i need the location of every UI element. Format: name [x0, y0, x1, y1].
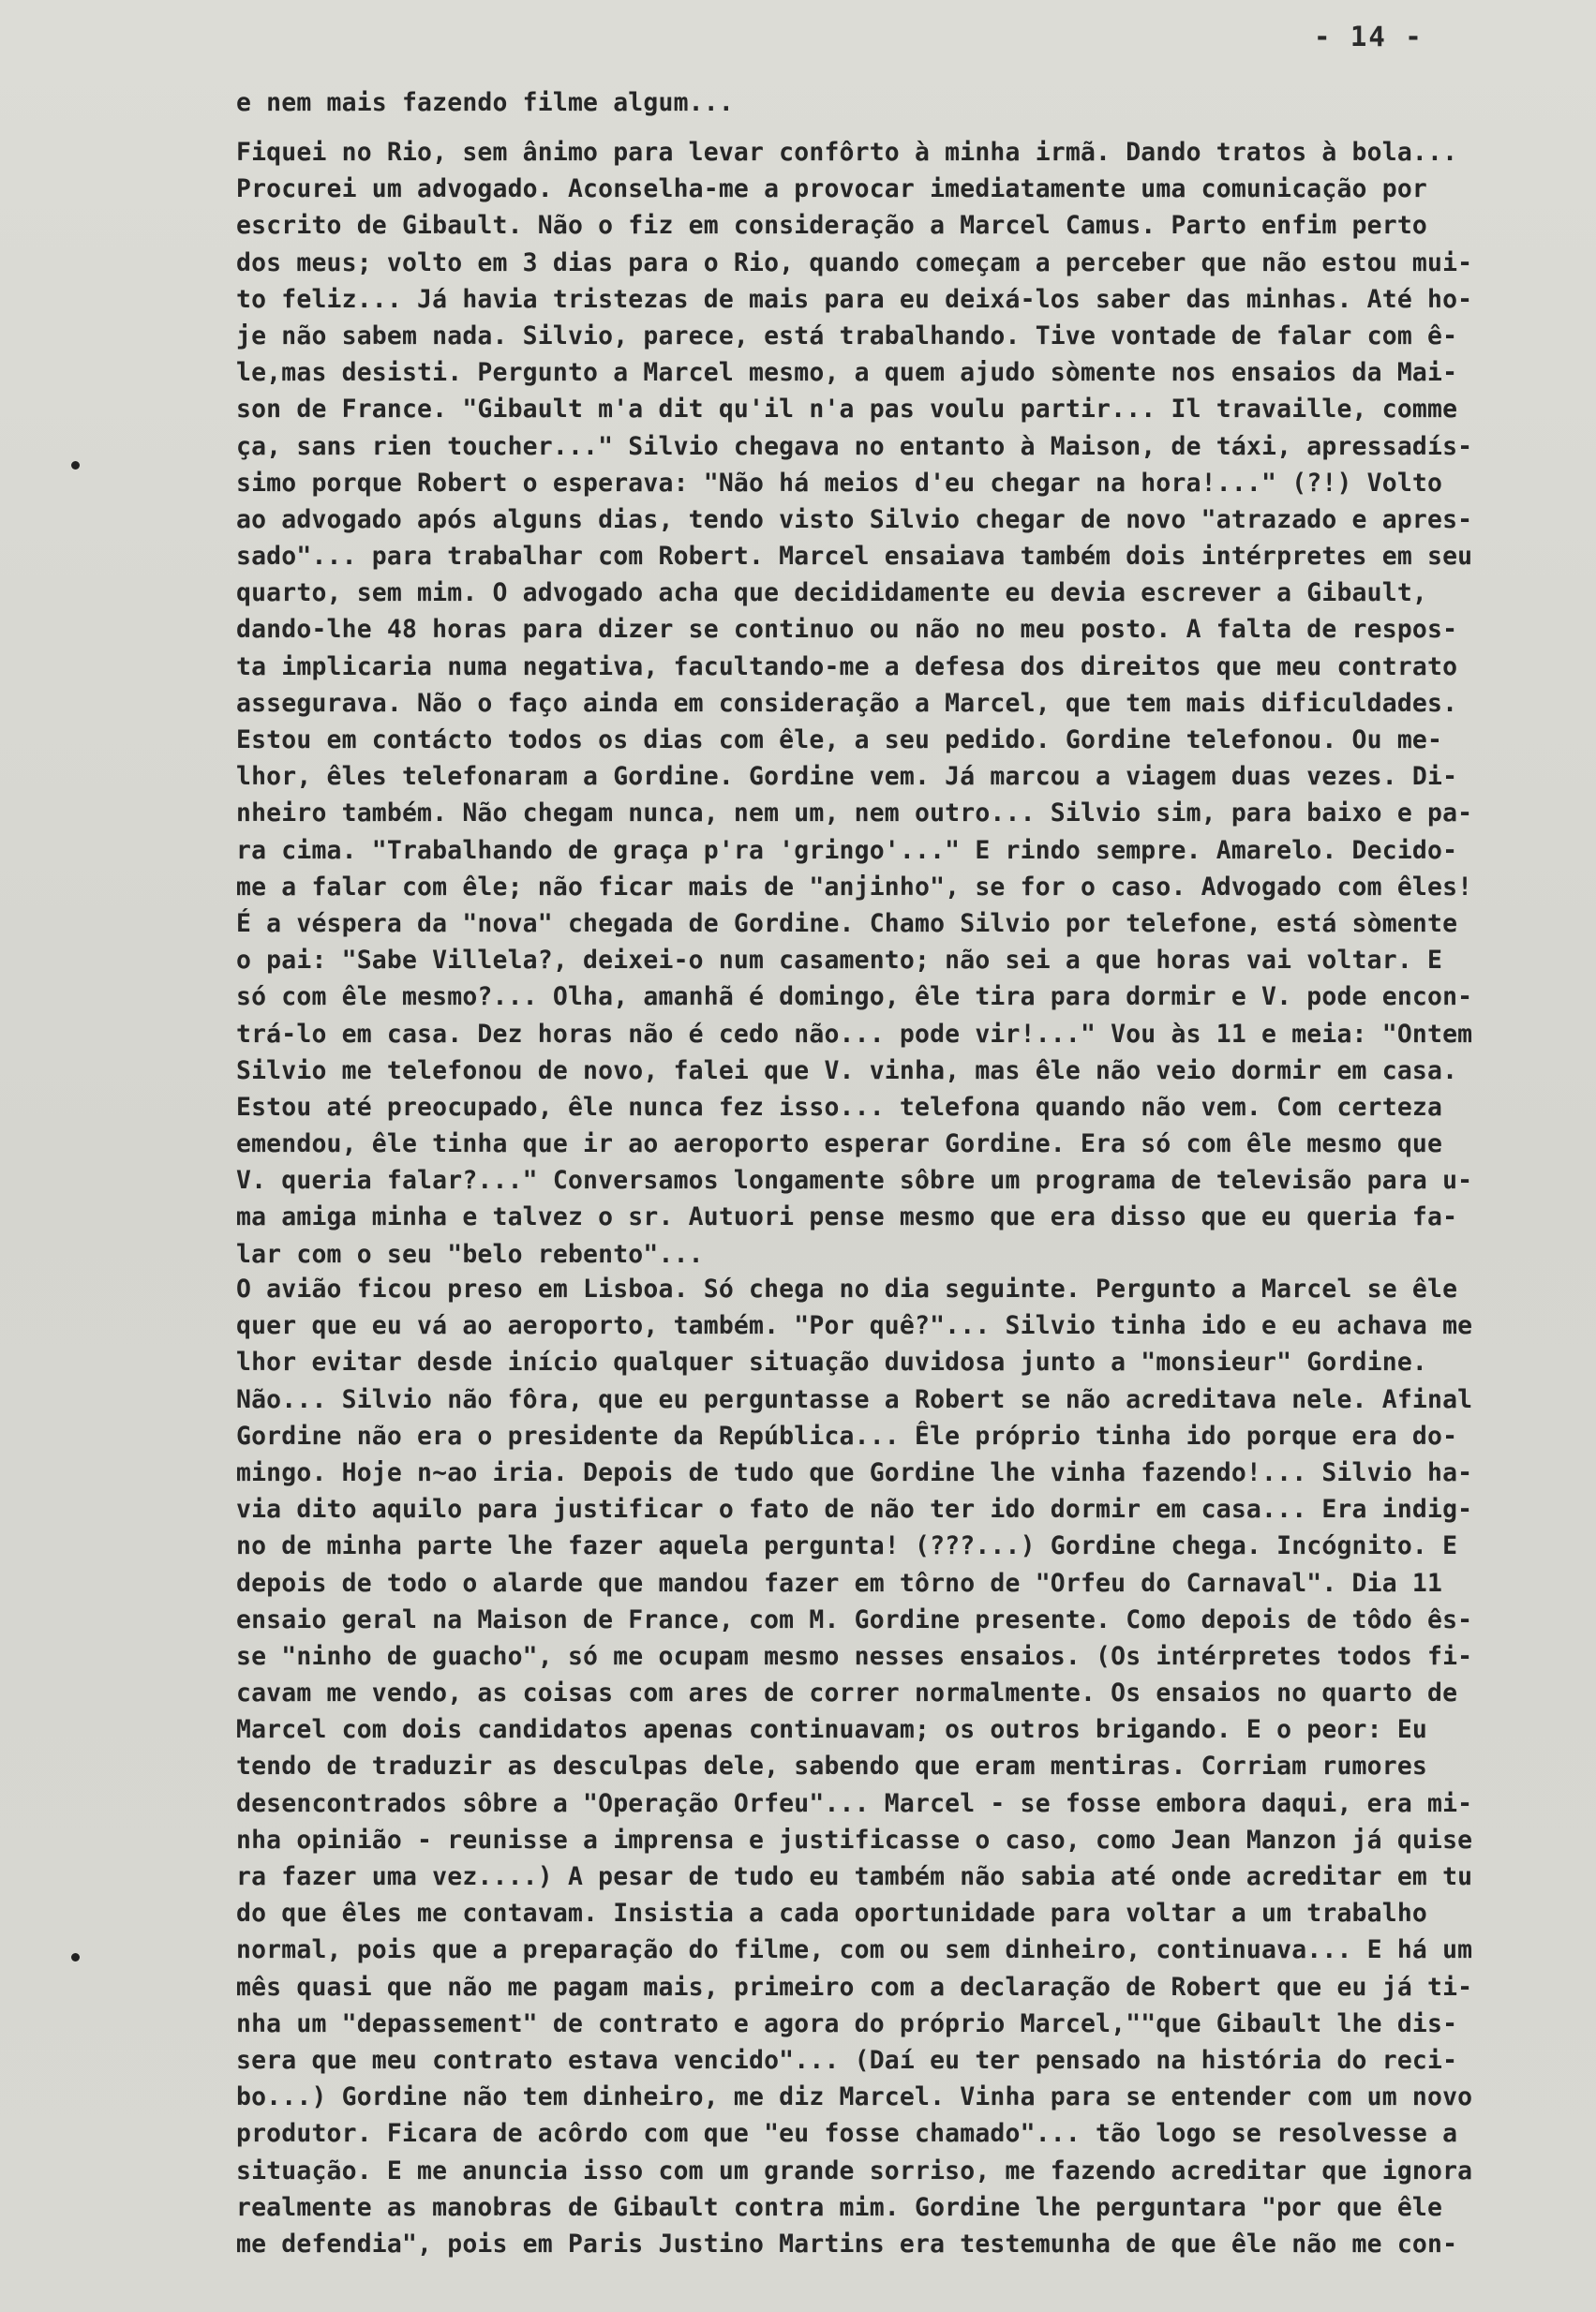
text-line: Estou até preocupado, êle nunca fez isso... telefona quando não vem. Com certeza: [236, 1092, 1443, 1122]
text-line: simo porque Robert o esperava: "Não há meios d'eu chegar na hora!..." (?!) Volto: [236, 468, 1443, 498]
text-line: ra fazer uma vez....) A pesar de tudo eu também não sabia até onde acreditar em tu: [236, 1862, 1473, 1891]
text-line: Não... Silvio não fôra, que eu perguntasse a Robert se não acreditava nele. Afinal: [236, 1384, 1473, 1414]
text-line: no de minha parte lhe fazer aquela pergunta! (???...) Gordine chega. Incógnito. E: [236, 1531, 1458, 1561]
punch-hole-mark: [71, 1953, 80, 1961]
text-line: escrito de Gibault. Não o fiz em consideração a Marcel Camus. Parto enfim perto: [236, 211, 1427, 241]
text-line: lhor, êles telefonaram a Gordine. Gordine vem. Já marcou a viagem duas vezes. Di-: [236, 762, 1458, 792]
text-line: nha um "depassement" de contrato e agora do próprio Marcel,""que Gibault lhe dis-: [236, 2008, 1458, 2038]
text-line: ra cima. "Trabalhando de graça p'ra 'gringo'..." E rindo sempre. Amarelo. Decido-: [236, 835, 1458, 865]
text-line: to feliz... Já havia tristezas de mais para eu deixá-los saber das minhas. Até ho-: [236, 284, 1473, 314]
text-line: tendo de traduzir as desculpas dele, sabendo que eram mentiras. Corriam rumores: [236, 1752, 1427, 1782]
text-line: lhor evitar desde início qualquer situação duvidosa junto a "monsieur" Gordine.: [236, 1348, 1427, 1378]
text-line: se "ninho de guacho", só me ocupam mesmo nesses ensaios. (Os intérpretes todos fi-: [236, 1641, 1473, 1671]
text-line: dos meus; volto em 3 dias para o Rio, quando começam a perceber que não estou mui-: [236, 247, 1473, 277]
text-line: nha opinião - reunisse a imprensa e justificasse o caso, como Jean Manzon já quise: [236, 1825, 1473, 1855]
text-line: Marcel com dois candidatos apenas continuavam; os outros brigando. E o peor: Eu: [236, 1715, 1427, 1745]
text-line: trá-lo em casa. Dez horas não é cedo não... pode vir!..." Vou às 11 e meia: "Ontem: [236, 1019, 1473, 1049]
text-line: sado"... para trabalhar com Robert. Marcel ensaiava também dois intérpretes em seu: [236, 542, 1473, 572]
punch-hole-mark: [71, 461, 80, 470]
paragraph-plane-lisbon: [236, 1271, 1576, 2262]
text-line: dando-lhe 48 horas para dizer se continuo ou não no meu posto. A falta de respos-: [236, 615, 1458, 645]
text-line: son de France. "Gibault m'a dit qu'il n'a pas voulu partir... Il travaille, comme: [236, 395, 1458, 425]
text-line: realmente as manobras de Gibault contra mim. Gordine lhe perguntara "por que êle: [236, 2192, 1443, 2222]
text-line: o pai: "Sabe Villela?, deixei-o num casamento; não sei a que horas vai voltar. E: [236, 946, 1443, 976]
text-line: mês quasi que não me pagam mais, primeiro com a declaração de Robert que eu já ti-: [236, 1972, 1473, 2002]
text-line: Estou em contácto todos os dias com êle, a seu pedido. Gordine telefonou. Ou me-: [236, 725, 1443, 754]
text-line: via dito aquilo para justificar o fato de não ter ido dormir em casa... Era indig-: [236, 1495, 1473, 1525]
text-line: me a falar com êle; não ficar mais de "anjinho", se for o caso. Advogado com êles!: [236, 872, 1473, 902]
text-line: O avião ficou preso em Lisboa. Só chega no dia seguinte. Pergunto a Marcel se êle: [236, 1275, 1458, 1304]
text-line: bo...) Gordine não tem dinheiro, me diz Marcel. Vinha para se entender com um novo: [236, 2082, 1473, 2112]
text-line: le,mas desisti. Pergunto a Marcel mesmo, a quem ajudo sòmente nos ensaios da Mai-: [236, 358, 1458, 388]
text-line: Gordine não era o presidente da República... Êle próprio tinha ido porque era do-: [236, 1421, 1458, 1451]
text-line: V. queria falar?..." Conversamos longamente sôbre um programa de televisão para u-: [236, 1166, 1473, 1196]
text-line: me defendia", pois em Paris Justino Martins era testemunha de que êle não me con-: [236, 2229, 1458, 2259]
text-line: Silvio me telefonou de novo, falei que V. vinha, mas êle não veio dormir em casa.: [236, 1055, 1458, 1085]
text-line: normal, pois que a preparação do filme, com ou sem dinheiro, continuava... E há um: [236, 1935, 1473, 1965]
text-line: do que êles me contavam. Insistia a cada oportunidade para voltar a um trabalho: [236, 1899, 1427, 1929]
text-line: lar com o seu "belo rebento"...: [236, 1239, 704, 1269]
text-line: ça, sans rien toucher..." Silvio chegava no entanto à Maison, de táxi, apressadís-: [236, 431, 1473, 461]
text-line: produtor. Ficara de acôrdo com que "eu fosse chamado"... tão logo se resolvesse a: [236, 2119, 1458, 2149]
text-line: assegurava. Não o faço ainda em consideração a Marcel, que tem mais dificuldades.: [236, 688, 1458, 718]
text-line: je não sabem nada. Silvio, parece, está trabalhando. Tive vontade de falar com ê-: [236, 321, 1458, 351]
text-line: depois de todo o alarde que mandou fazer em tôrno de "Orfeu do Carnaval". Dia 11: [236, 1568, 1443, 1598]
text-line: quarto, sem mim. O advogado acha que decididamente eu devia escrever a Gibault,: [236, 578, 1427, 608]
text-line: e nem mais fazendo filme algum...: [236, 88, 734, 117]
text-line: ao advogado após alguns dias, tendo visto Silvio chegar de novo "atrazado e apres-: [236, 504, 1473, 534]
text-line: ensaio geral na Maison de France, com M. Gordine presente. Como depois de tôdo ês-: [236, 1604, 1473, 1634]
text-line: quer que eu vá ao aeroporto, também. "Por quê?"... Silvio tinha ido e eu achava me: [236, 1311, 1473, 1341]
page-number: - 14 -: [1314, 21, 1424, 52]
paragraph-rio-lawyer: [236, 134, 1576, 1273]
text-line: Procurei um advogado. Aconselha-me a provocar imediatamente uma comunicação por: [236, 174, 1427, 204]
text-line: Fiquei no Rio, sem ânimo para levar confôrto à minha irmã. Dando tratos à bola...: [236, 138, 1458, 167]
text-line: ta implicaria numa negativa, facultando-me a defesa dos direitos que meu contrato: [236, 651, 1458, 681]
text-line: emendou, êle tinha que ir ao aeroporto esperar Gordine. Era só com êle mesmo que: [236, 1129, 1443, 1159]
text-line: nheiro também. Não chegam nunca, nem um, nem outro... Silvio sim, para baixo e pa-: [236, 798, 1473, 828]
text-line: sera que meu contrato estava vencido"... (Daí eu ter pensado na história do reci-: [236, 2045, 1458, 2075]
text-line: ma amiga minha e talvez o sr. Autuori pense mesmo que era disso que eu queria fa-: [236, 1202, 1458, 1232]
text-line: situação. E me anuncia isso com um grande sorriso, me fazendo acreditar que ignora: [236, 2155, 1473, 2185]
text-line: só com êle mesmo?... Olha, amanhã é domingo, êle tira para dormir e V. pode encon-: [236, 982, 1473, 1012]
paragraph-continuation: [236, 84, 1576, 121]
text-line: É a véspera da "nova" chegada de Gordine. Chamo Silvio por telefone, está sòmente: [236, 908, 1458, 938]
text-line: mingo. Hoje n~ao iria. Depois de tudo que Gordine lhe vinha fazendo!... Silvio ha-: [236, 1457, 1473, 1487]
text-line: desencontrados sôbre a "Operação Orfeu"... Marcel - se fosse embora daqui, era mi-: [236, 1788, 1473, 1818]
text-line: cavam me vendo, as coisas com ares de correr normalmente. Os ensaios no quarto de: [236, 1678, 1458, 1708]
